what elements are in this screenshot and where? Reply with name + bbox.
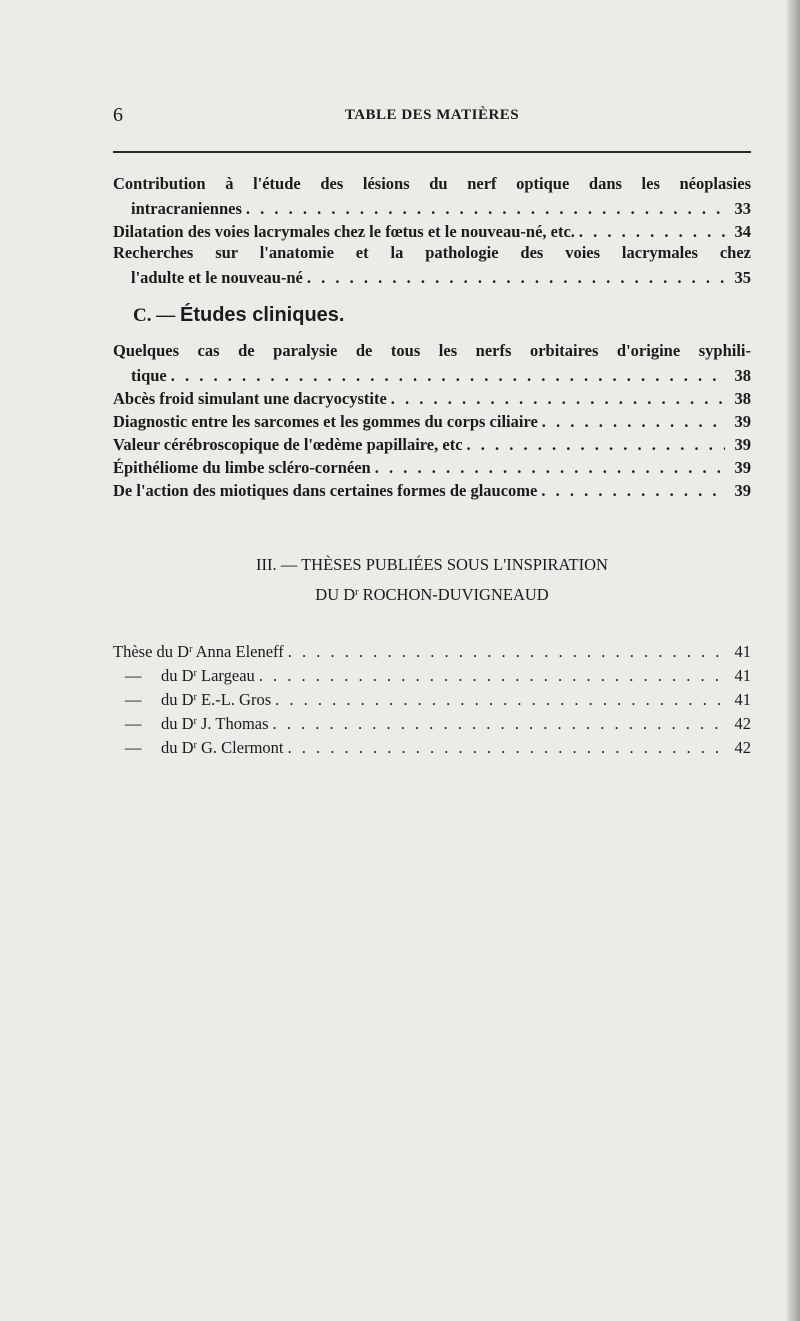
toc-entry — [113, 410, 751, 433]
dot-leader — [171, 364, 725, 387]
section-heading-line: III. — THÈSES PUBLIÉES SOUS L'INSPIRATION — [256, 555, 608, 574]
thesis-author: G. Clermont — [196, 738, 284, 757]
toc-page-number: 33 — [734, 199, 751, 218]
superscript: r — [193, 740, 197, 751]
dot-leader — [579, 220, 725, 243]
thesis-lead: du D — [161, 690, 194, 709]
superscript: r — [189, 644, 193, 655]
superscript: r — [355, 587, 359, 598]
toc-page-number: 38 — [734, 366, 751, 385]
toc-entry-leader — [113, 479, 751, 502]
superscript: r — [193, 668, 197, 679]
toc-entry-leader — [113, 197, 751, 220]
dot-leader — [246, 197, 725, 220]
toc-entry-text: tique — [131, 366, 167, 385]
dot-leader — [541, 479, 725, 502]
toc-entry-leader — [113, 364, 751, 387]
toc-entry-text: Épithéliome du limbe scléro-cornéen — [113, 458, 371, 477]
dot-leader — [391, 387, 725, 410]
ditto-dash: — — [125, 738, 142, 757]
section-heading-line — [113, 580, 751, 610]
dot-leader — [275, 688, 725, 712]
section-heading-c — [113, 293, 751, 337]
dot-leader — [375, 456, 725, 479]
toc-entry-text: De l'action des miotiques dans certaines formes de glaucome — [113, 481, 538, 500]
dot-leader — [288, 736, 725, 760]
toc-entry — [113, 479, 751, 502]
toc-page-number: 42 — [734, 714, 751, 733]
thesis-label — [113, 640, 284, 664]
toc-entry — [113, 387, 751, 410]
toc-page-number: 39 — [734, 458, 751, 477]
thesis-lead: du D — [161, 714, 194, 733]
running-title: TABLE DES MATIÈRES — [344, 107, 520, 123]
thesis-author: J. Thomas — [196, 714, 269, 733]
section-heading-text: DU D — [315, 585, 356, 604]
toc-entry-text: l'adulte et le nouveau-né — [131, 268, 303, 287]
header-rule — [113, 151, 751, 153]
ditto-dash: — — [125, 690, 142, 709]
section-heading-iii — [113, 550, 751, 610]
toc-entry — [113, 341, 751, 387]
superscript: r — [193, 692, 197, 703]
toc-entry-leader — [113, 266, 751, 289]
table-of-contents — [113, 174, 751, 760]
toc-entry — [113, 174, 751, 220]
thesis-entry — [113, 664, 751, 688]
dot-leader — [542, 410, 725, 433]
toc-page-number: 42 — [734, 738, 751, 757]
thesis-label — [113, 664, 255, 688]
toc-page-number: 41 — [734, 642, 751, 661]
page-number: 6 — [113, 104, 123, 126]
page-edge-shadow — [786, 0, 800, 1321]
section-title: Études cliniques. — [179, 304, 345, 326]
thesis-lead: Thèse du D — [113, 642, 190, 661]
ditto-dash: — — [125, 666, 142, 685]
toc-entry-text: Recherches sur l'anatomie et la pathologie des voies lacrymales chez — [113, 243, 751, 262]
thesis-lead: du D — [161, 666, 194, 685]
toc-entry-text: Valeur cérébroscopique de l'œdème papillaire, etc — [113, 435, 463, 454]
toc-entry-text: Contribution à l'étude des lésions du nerf optique dans les néoplasies — [113, 174, 751, 193]
dot-leader — [288, 640, 725, 664]
dot-leader — [259, 664, 725, 688]
toc-entry-text: intracraniennes — [131, 199, 242, 218]
toc-entry — [113, 243, 751, 289]
toc-entry-leader — [113, 410, 751, 433]
thesis-author: Largeau — [196, 666, 255, 685]
toc-entry-leader — [113, 220, 751, 243]
thesis-author: Anna Eleneff — [192, 642, 284, 661]
toc-entry-leader — [113, 433, 751, 456]
dot-leader — [467, 433, 725, 456]
toc-entry — [113, 456, 751, 479]
section-heading-text: ROCHON-DUVIGNEAUD — [358, 585, 549, 604]
toc-entry-text: Abcès froid simulant une dacryocystite — [113, 389, 387, 408]
section-prefix: C. — — [133, 305, 176, 326]
toc-page-number: 34 — [734, 222, 751, 241]
page-header — [113, 104, 751, 130]
toc-page-number: 38 — [734, 389, 751, 408]
toc-entry — [113, 433, 751, 456]
thesis-entry — [113, 688, 751, 712]
toc-page-number: 39 — [734, 435, 751, 454]
toc-entry-leader — [113, 387, 751, 410]
thesis-label — [113, 736, 284, 760]
thesis-entry — [113, 736, 751, 760]
toc-page-number: 35 — [734, 268, 751, 287]
thesis-author: E.-L. Gros — [196, 690, 272, 709]
toc-page-number: 41 — [734, 690, 751, 709]
thesis-label — [113, 712, 269, 736]
toc-entry-text: Diagnostic entre les sarcomes et les gommes du corps ciliaire — [113, 412, 538, 431]
toc-page-number: 39 — [734, 412, 751, 431]
toc-page-number: 41 — [734, 666, 751, 685]
thesis-entry — [113, 640, 751, 664]
dot-leader — [307, 266, 725, 289]
toc-entry-leader — [113, 456, 751, 479]
thesis-lead: du D — [161, 738, 194, 757]
toc-entry — [113, 220, 751, 243]
superscript: r — [193, 716, 197, 727]
ditto-dash: — — [125, 714, 142, 733]
dot-leader — [273, 712, 725, 736]
thesis-entry — [113, 712, 751, 736]
toc-page-number: 39 — [734, 481, 751, 500]
toc-entry-text: Quelques cas de paralysie de tous les nerfs orbitaires d'origine syphili- — [113, 341, 751, 360]
thesis-label — [113, 688, 271, 712]
toc-entry-text: Dilatation des voies lacrymales chez le fœtus et le nouveau-né, etc. — [113, 222, 575, 241]
theses-list — [113, 640, 751, 760]
